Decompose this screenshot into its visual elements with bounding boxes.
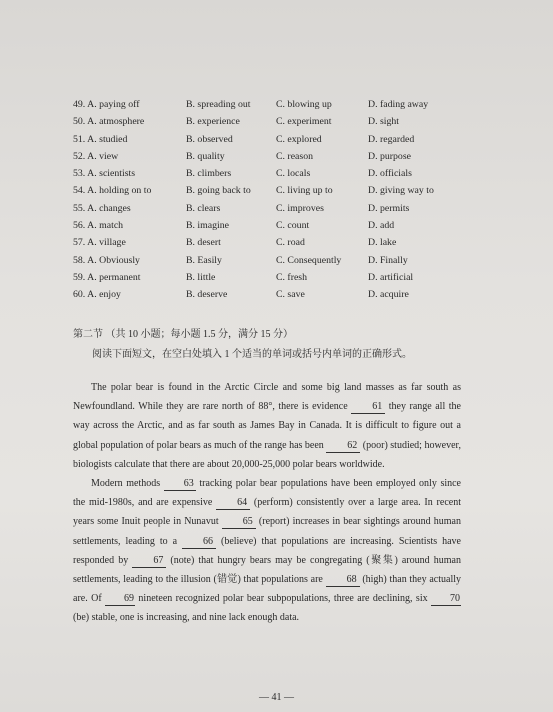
option-c: C. save	[276, 289, 305, 301]
option-d: D. giving way to	[368, 185, 434, 197]
option-a: 59. A. permanent	[73, 271, 141, 283]
passage-text: Modern methods	[91, 478, 164, 489]
option-b: B. little	[186, 271, 216, 283]
option-b: B. clears	[186, 202, 221, 214]
option-c: C. road	[276, 237, 305, 249]
option-a: 56. A. match	[73, 220, 124, 232]
blank-70[interactable]: 70	[431, 593, 461, 606]
option-row-55	[73, 200, 473, 217]
option-d: D. artificial	[368, 271, 414, 283]
option-row-51	[73, 131, 473, 148]
blank-61[interactable]: 61	[351, 401, 385, 414]
option-b: B. imagine	[186, 220, 229, 232]
blank-68[interactable]: 68	[326, 574, 360, 587]
option-d: D. fading away	[368, 99, 429, 110]
blank-63[interactable]: 63	[164, 478, 196, 491]
section-instruction: 阅读下面短文，在空白处填入 1 个适当的单词或括号内单词的正确形式。	[92, 349, 412, 360]
option-row-54	[73, 182, 473, 199]
passage-text: tracking polar bear populations have been employed only since the mid-1980s, and are expensive	[73, 478, 461, 509]
page-number: — 41 —	[259, 692, 294, 703]
blank-69[interactable]: 69	[105, 593, 135, 606]
option-row-57	[73, 234, 473, 251]
passage-text: (believe) that populations are increasing. Scientists have responded by	[73, 535, 461, 566]
option-b: B. desert	[186, 237, 221, 249]
option-b: B. Easily	[186, 254, 222, 266]
blank-62[interactable]: 62	[326, 440, 360, 453]
passage-text: (perform) consistently over a large area. In recent years some Inuit people in Nunavut	[73, 497, 461, 528]
passage-text: (poor) studied; however, biologists calculate that there are about 20,000-25,000 polar bears worldwide.	[73, 439, 461, 470]
passage-paragraph-2	[73, 474, 461, 628]
option-a: 60. A. enjoy	[73, 289, 121, 301]
option-a: 52. A. view	[73, 150, 119, 162]
passage-text: nineteen recognized polar bear subpopulations, three are declining, six	[135, 593, 431, 605]
section-heading: 第二节 （共 10 小题；每小题 1.5 分，满分 15 分）	[73, 329, 293, 340]
option-a: 50. A. atmosphere	[73, 116, 145, 128]
option-a: 58. A. Obviously	[73, 254, 140, 266]
blank-65[interactable]: 65	[222, 516, 256, 529]
option-d: D. permits	[368, 202, 410, 214]
option-a: 57. A. village	[73, 237, 126, 249]
passage-text: (report) increases in bear sightings around human settlements, leading to a	[73, 516, 461, 547]
option-row-58	[73, 252, 473, 269]
option-b: B. going back to	[186, 185, 251, 197]
option-c: C. Consequently	[276, 254, 342, 266]
option-b: B. deserve	[186, 289, 228, 301]
option-d: D. Finally	[368, 254, 408, 266]
option-d: D. lake	[368, 237, 397, 249]
blank-67[interactable]: 67	[132, 555, 166, 568]
option-row-53	[73, 165, 473, 182]
option-b: B. observed	[186, 133, 233, 145]
passage-text: (note) that hungry bears may be congregating (聚集) around human settlements, leading to the illusion (错觉) that populations are	[73, 554, 461, 586]
option-row-52	[73, 148, 473, 165]
option-c: C. experiment	[276, 116, 332, 128]
options-list	[73, 96, 473, 304]
passage-text: The polar bear is found in the Arctic Circle and some big land masses as far south as Newfoundland. While they are rare north of 88°, there is evidence	[73, 382, 461, 413]
passage-text: (high) than they actually are. Of	[73, 574, 461, 605]
passage-paragraph-1	[73, 378, 461, 474]
option-b: B. climbers	[186, 168, 232, 180]
passage-text: (be) stable, one is increasing, and nine lack enough data.	[73, 612, 300, 624]
option-c: C. explored	[276, 133, 322, 145]
option-row-56	[73, 217, 473, 234]
option-row-49	[73, 96, 473, 113]
option-row-50	[73, 113, 473, 130]
option-c: C. fresh	[276, 271, 308, 283]
option-c: C. count	[276, 220, 310, 232]
option-b: B. spreading out	[186, 99, 251, 110]
option-a: 53. A. scientists	[73, 168, 136, 180]
option-row-59	[73, 269, 473, 286]
option-a: 54. A. holding on to	[73, 185, 152, 197]
blank-66[interactable]: 66	[182, 536, 216, 549]
option-c: C. blowing up	[276, 99, 332, 110]
option-d: D. acquire	[368, 289, 409, 301]
option-c: C. reason	[276, 150, 314, 162]
option-row-60	[73, 286, 473, 303]
option-d: D. officials	[368, 168, 412, 180]
blank-64[interactable]: 64	[216, 497, 250, 510]
option-b: B. experience	[186, 116, 240, 128]
option-c: C. locals	[276, 168, 311, 180]
option-a: 49. A. paying off	[73, 99, 140, 110]
option-d: D. regarded	[368, 133, 415, 145]
option-d: D. add	[368, 220, 395, 232]
option-a: 51. A. studied	[73, 133, 128, 145]
option-b: B. quality	[186, 150, 225, 162]
option-a: 55. A. changes	[73, 202, 131, 214]
option-d: D. sight	[368, 116, 400, 128]
option-c: C. improves	[276, 202, 324, 214]
option-c: C. living up to	[276, 185, 333, 197]
option-d: D. purpose	[368, 150, 411, 162]
passage-text: they range all the way across the Arctic, and as far south as James Bay in Canada. It is difficult to figure out a global population of polar bears as much of the range has been	[73, 401, 461, 451]
